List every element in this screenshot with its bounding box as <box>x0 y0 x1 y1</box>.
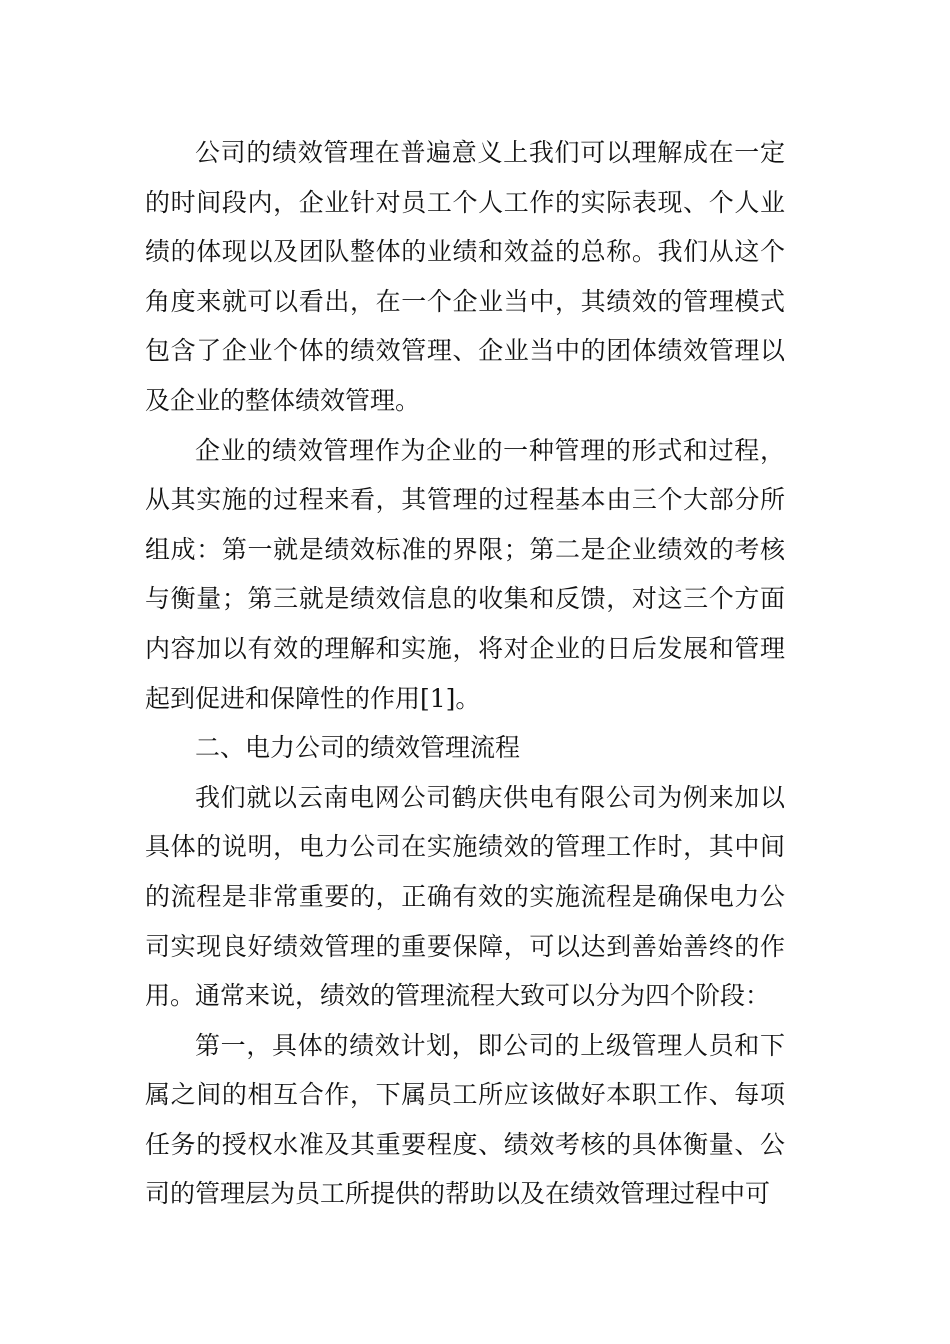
section-heading: 二、电力公司的绩效管理流程 <box>195 733 521 763</box>
paragraph-performance-plan: 第一，具体的绩效计划，即公司的上级管理人员和下属之间的相互合作，下属员工所应该做好本职工作、每项任务的授权水准及其重要程度、绩效考核的具体衡量、公司的管理层为员工所提供的帮助以及在绩效管理过程中可 <box>145 1030 785 1209</box>
paragraph-process-example: 我们就以云南电网公司鹤庆供电有限公司为例来加以具体的说明，电力公司在实施绩效的管理工作时，其中间的流程是非常重要的，正确有效的实施流程是确保电力公司实现良好绩效管理的重要保障，可以达到善始善终的作用。通常来说，绩效的管理流程大致可以分为四个阶段： <box>145 782 785 1011</box>
paragraph-performance-definition: 公司的绩效管理在普遍意义上我们可以理解成在一定的时间段内，企业针对员工个人工作的实际表现、个人业绩的体现以及团队整体的业绩和效益的总称。我们从这个角度来就可以看出，在一个企业当中，其绩效的管理模式包含了企业个体的绩效管理、企业当中的团体绩效管理以及企业的整体绩效管理。 <box>145 138 785 415</box>
document-body <box>145 128 785 1219</box>
paragraph-performance-process: 企业的绩效管理作为企业的一种管理的形式和过程，从其实施的过程来看，其管理的过程基本由三个大部分所组成：第一就是绩效标准的界限；第二是企业绩效的考核与衡量；第三就是绩效信息的收集和反馈，对这三个方面内容加以有效的理解和实施，将对企业的日后发展和管理起到促进和保障性的作用[1]。 <box>145 435 785 713</box>
